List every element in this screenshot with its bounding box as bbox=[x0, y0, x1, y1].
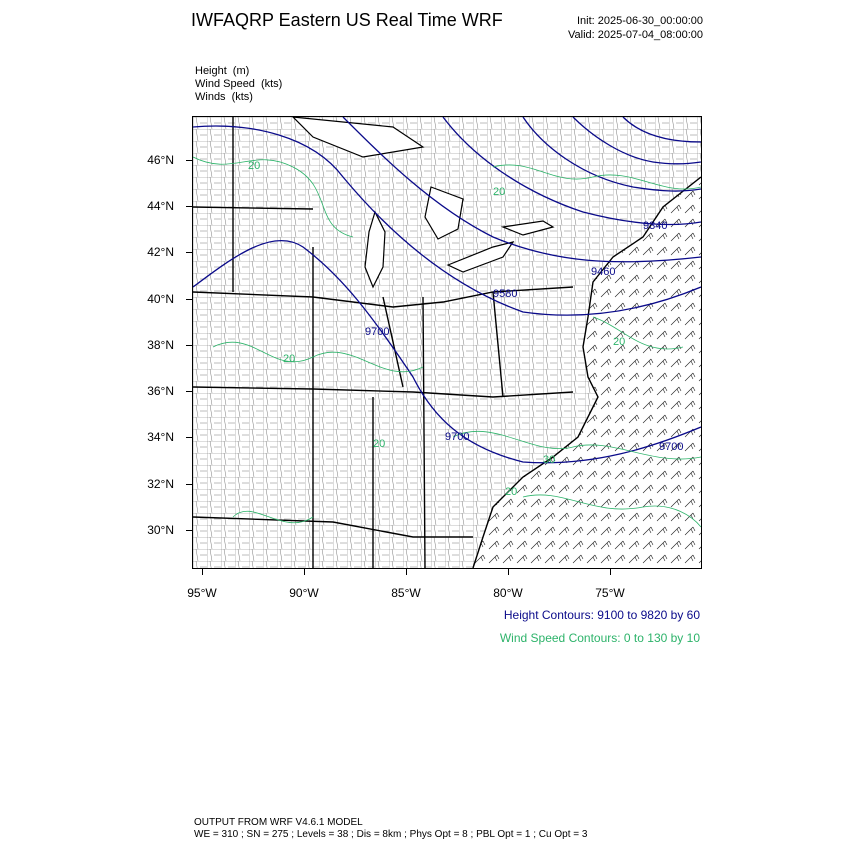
field-winds: Winds (kts) bbox=[195, 91, 253, 103]
lat-tick bbox=[186, 299, 192, 300]
contour-label-height: 9700 bbox=[659, 441, 684, 453]
lon-tick bbox=[610, 569, 611, 575]
valid-time: Valid: 2025-07-04_08:00:00 bbox=[568, 29, 703, 41]
lat-label: 40°N bbox=[147, 292, 174, 306]
contour-label-wind: 20 bbox=[493, 186, 506, 198]
lon-tick bbox=[406, 569, 407, 575]
contour-label-wind: 20 bbox=[505, 486, 518, 498]
lat-label: 44°N bbox=[147, 199, 174, 213]
lon-label: 95°W bbox=[187, 586, 217, 600]
lat-tick bbox=[186, 484, 192, 485]
contour-label-height: 9580 bbox=[493, 288, 518, 300]
lat-tick bbox=[186, 252, 192, 253]
lon-tick bbox=[202, 569, 203, 575]
init-time: Init: 2025-06-30_00:00:00 bbox=[577, 15, 703, 27]
plot-title: IWFAQRP Eastern US Real Time WRF bbox=[191, 10, 503, 30]
lat-label: 36°N bbox=[147, 384, 174, 398]
lat-label: 42°N bbox=[147, 245, 174, 259]
lat-tick bbox=[186, 391, 192, 392]
map-panel bbox=[192, 116, 702, 569]
field-list bbox=[195, 65, 282, 104]
lat-label: 38°N bbox=[147, 338, 174, 352]
map-canvas bbox=[193, 117, 701, 568]
lat-label: 46°N bbox=[147, 153, 174, 167]
contour-label-height: 9340 bbox=[643, 220, 668, 232]
lat-label: 32°N bbox=[147, 477, 174, 491]
model-info bbox=[194, 817, 587, 841]
model-version: OUTPUT FROM WRF V4.6.1 MODEL bbox=[194, 817, 363, 828]
lon-label: 75°W bbox=[595, 586, 625, 600]
lat-tick bbox=[186, 345, 192, 346]
time-info bbox=[568, 14, 703, 42]
lat-label: 34°N bbox=[147, 430, 174, 444]
lat-tick bbox=[186, 206, 192, 207]
lat-tick bbox=[186, 160, 192, 161]
lon-label: 90°W bbox=[289, 586, 319, 600]
lon-label: 85°W bbox=[391, 586, 421, 600]
contour-label-wind: 20 bbox=[373, 438, 386, 450]
lon-tick bbox=[508, 569, 509, 575]
contour-label-height: 9700 bbox=[445, 431, 470, 443]
field-wind-speed: Wind Speed (kts) bbox=[195, 78, 283, 90]
lon-label: 80°W bbox=[493, 586, 523, 600]
lat-label: 30°N bbox=[147, 523, 174, 537]
contour-label-height: 9460 bbox=[591, 266, 616, 278]
contour-label-wind: 30 bbox=[543, 454, 556, 466]
lat-tick bbox=[186, 437, 192, 438]
contour-label-height: 9700 bbox=[365, 326, 390, 338]
height-contour-legend: Height Contours: 9100 to 9820 by 60 bbox=[503, 608, 700, 622]
model-config: WE = 310 ; SN = 275 ; Levels = 38 ; Dis = 8km ; Phys Opt = 8 ; PBL Opt = 1 ; Cu Opt = 3 bbox=[194, 829, 588, 840]
lon-tick bbox=[304, 569, 305, 575]
contour-label-wind: 20 bbox=[248, 160, 261, 172]
field-height: Height (m) bbox=[195, 65, 250, 77]
contour-label-wind: 20 bbox=[613, 336, 626, 348]
lat-tick bbox=[186, 530, 192, 531]
wind-contour-legend: Wind Speed Contours: 0 to 130 by 10 bbox=[499, 631, 700, 645]
contour-label-wind: 20 bbox=[283, 353, 296, 365]
